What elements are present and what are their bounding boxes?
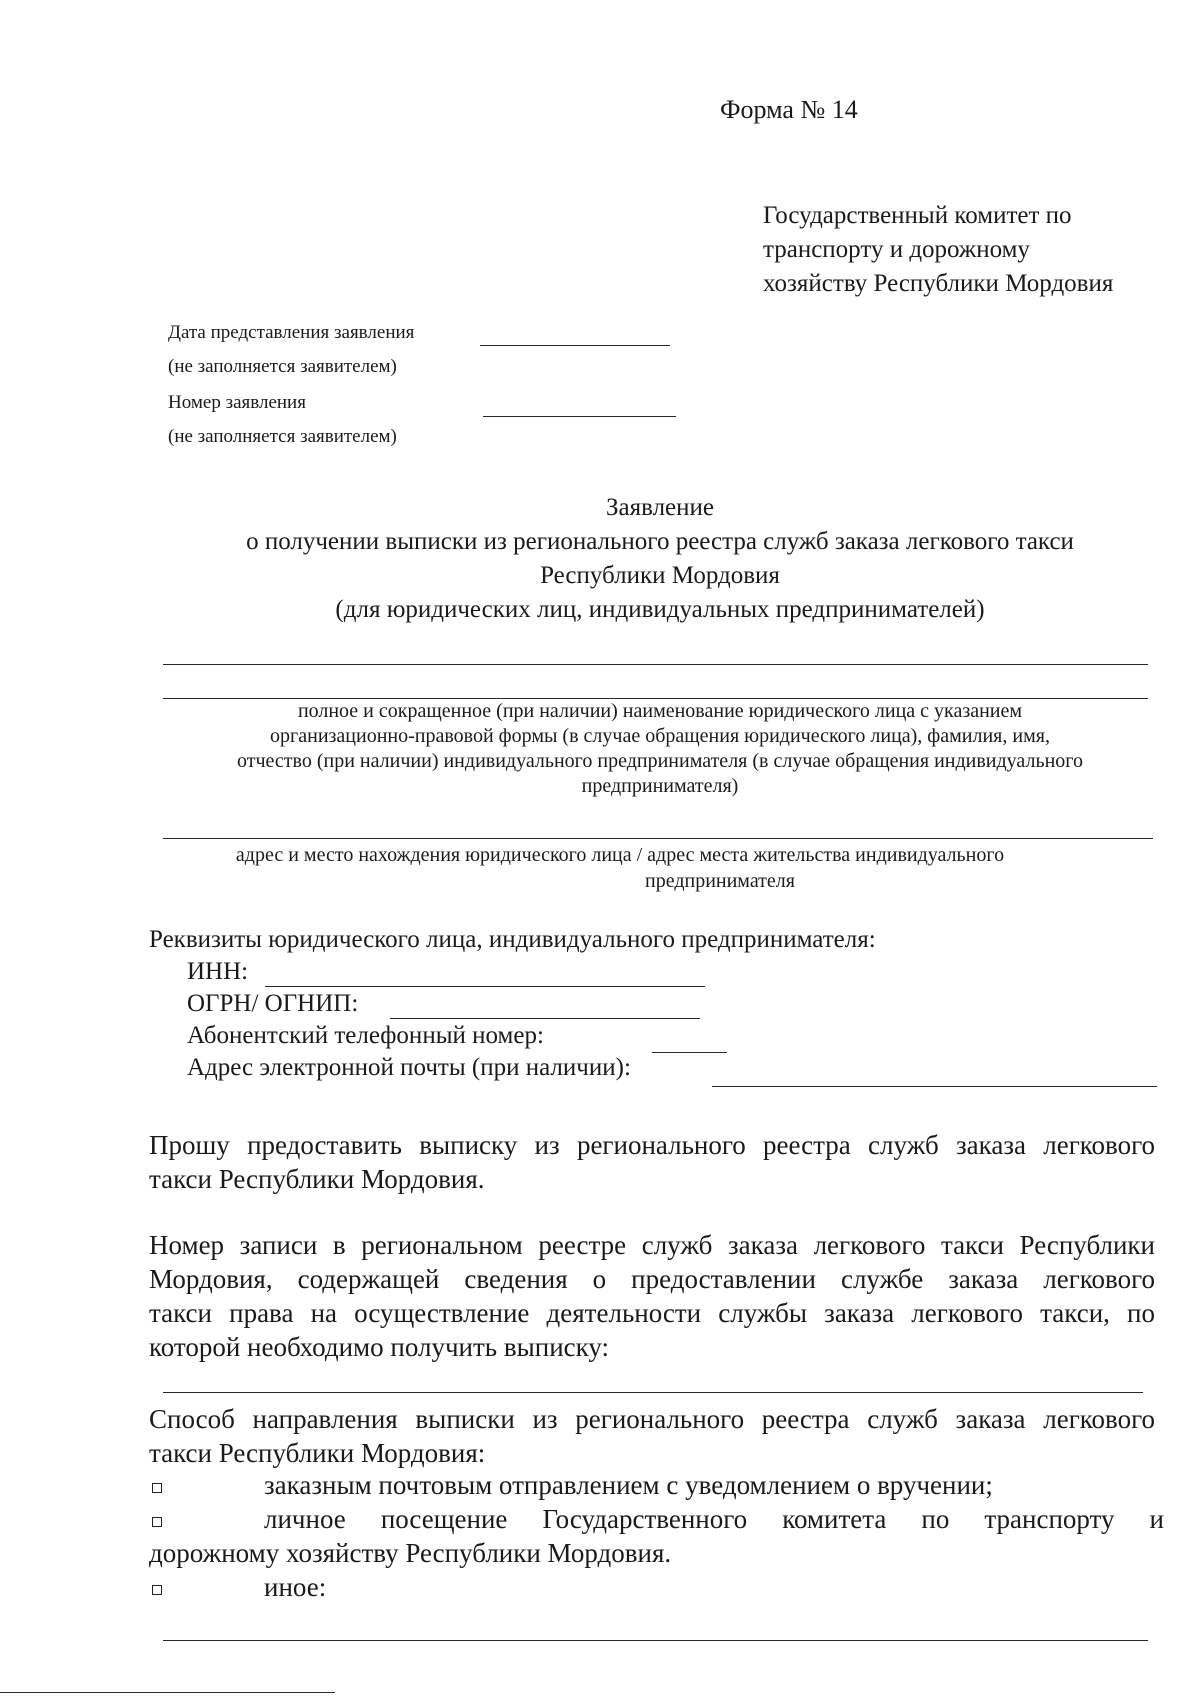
- name-field-line[interactable]: [163, 664, 1148, 665]
- other-field[interactable]: [163, 1640, 1148, 1641]
- name-field-line[interactable]: [163, 698, 1148, 699]
- option-other: иное:: [264, 1572, 327, 1602]
- email-label: Адрес электронной почты (при наличии):: [187, 1054, 631, 1081]
- inn-label: ИНН:: [187, 958, 249, 985]
- caption-line: адрес и место нахождения юридического лица / адрес места жительства индивидуального: [235, 844, 1005, 866]
- caption-line: отчество (при наличии) индивидуального предпринимателя (в случае обращения индивидуального: [237, 750, 1083, 772]
- checkbox-personal-visit[interactable]: [152, 1517, 162, 1527]
- date-note: (не заполняется заявителем): [168, 356, 397, 377]
- option-registered-mail: заказным почтовым отправлением с уведомлением о вручении;: [264, 1470, 993, 1500]
- number-field-line[interactable]: [483, 416, 676, 417]
- paragraph-line: Способ направления выписки из регионального реестра служб заказа легкового: [149, 1404, 1155, 1434]
- requisites-heading: Реквизиты юридического лица, индивидуального предпринимателя:: [149, 926, 876, 953]
- checkbox-registered-mail[interactable]: [152, 1483, 162, 1493]
- form-number: Форма № 14: [720, 95, 858, 124]
- caption-line: предпринимателя: [645, 870, 795, 892]
- caption-line: организационно-правовой формы (в случае обращения юридического лица), фамилия, имя,: [270, 725, 1050, 747]
- option-personal-visit-cont: дорожному хозяйству Республики Мордовия.: [149, 1538, 672, 1568]
- date-label: Дата представления заявления: [168, 322, 415, 343]
- record-number-field[interactable]: [163, 1392, 1143, 1393]
- title-line: Заявление: [605, 494, 715, 521]
- paragraph-line: такси права на осуществление деятельности службы заказа легкового такси, по: [149, 1298, 1155, 1328]
- paragraph-line: такси Республики Мордовия.: [149, 1164, 485, 1194]
- title-line: (для юридических лиц, индивидуальных предпринимателей): [335, 596, 985, 623]
- paragraph-line: Мордовия, содержащей сведения о предоставлении службе заказа легкового: [149, 1264, 1155, 1294]
- option-personal-visit: личное посещение Государственного комитета по транспорту и: [264, 1504, 1164, 1534]
- addressee-line: хозяйству Республики Мордовия: [763, 270, 1114, 297]
- caption-line: предпринимателя): [581, 775, 739, 797]
- address-field-line[interactable]: [163, 838, 1153, 839]
- paragraph-line: Номер записи в региональном реестре служб заказа легкового такси Республики: [149, 1230, 1155, 1260]
- addressee-line: Государственный комитет по: [763, 202, 1072, 229]
- inn-field[interactable]: [265, 986, 705, 987]
- email-field[interactable]: [712, 1086, 1157, 1087]
- checkbox-other[interactable]: [152, 1585, 162, 1595]
- paragraph-line: такси Республики Мордовия:: [149, 1438, 486, 1468]
- addressee-line: транспорту и дорожному: [763, 236, 1030, 263]
- paragraph-line: Прошу предоставить выписку из регионального реестра служб заказа легкового: [149, 1130, 1155, 1160]
- caption-line: полное и сокращенное (при наличии) наименование юридического лица с указанием: [297, 700, 1023, 722]
- footnote-separator: [0, 1692, 335, 1693]
- number-label: Номер заявления: [168, 392, 306, 413]
- ogrn-label: ОГРН/ ОГНИП:: [187, 990, 359, 1017]
- phone-label: Абонентский телефонный номер:: [187, 1022, 544, 1049]
- number-note: (не заполняется заявителем): [168, 426, 397, 447]
- date-field-line[interactable]: [480, 345, 670, 346]
- ogrn-field[interactable]: [390, 1018, 700, 1019]
- title-line: о получении выписки из регионального реестра служб заказа легкового такси: [246, 528, 1074, 555]
- phone-field[interactable]: [652, 1052, 727, 1053]
- title-line: Республики Мордовия: [540, 562, 780, 589]
- paragraph-line: которой необходимо получить выписку:: [149, 1332, 610, 1362]
